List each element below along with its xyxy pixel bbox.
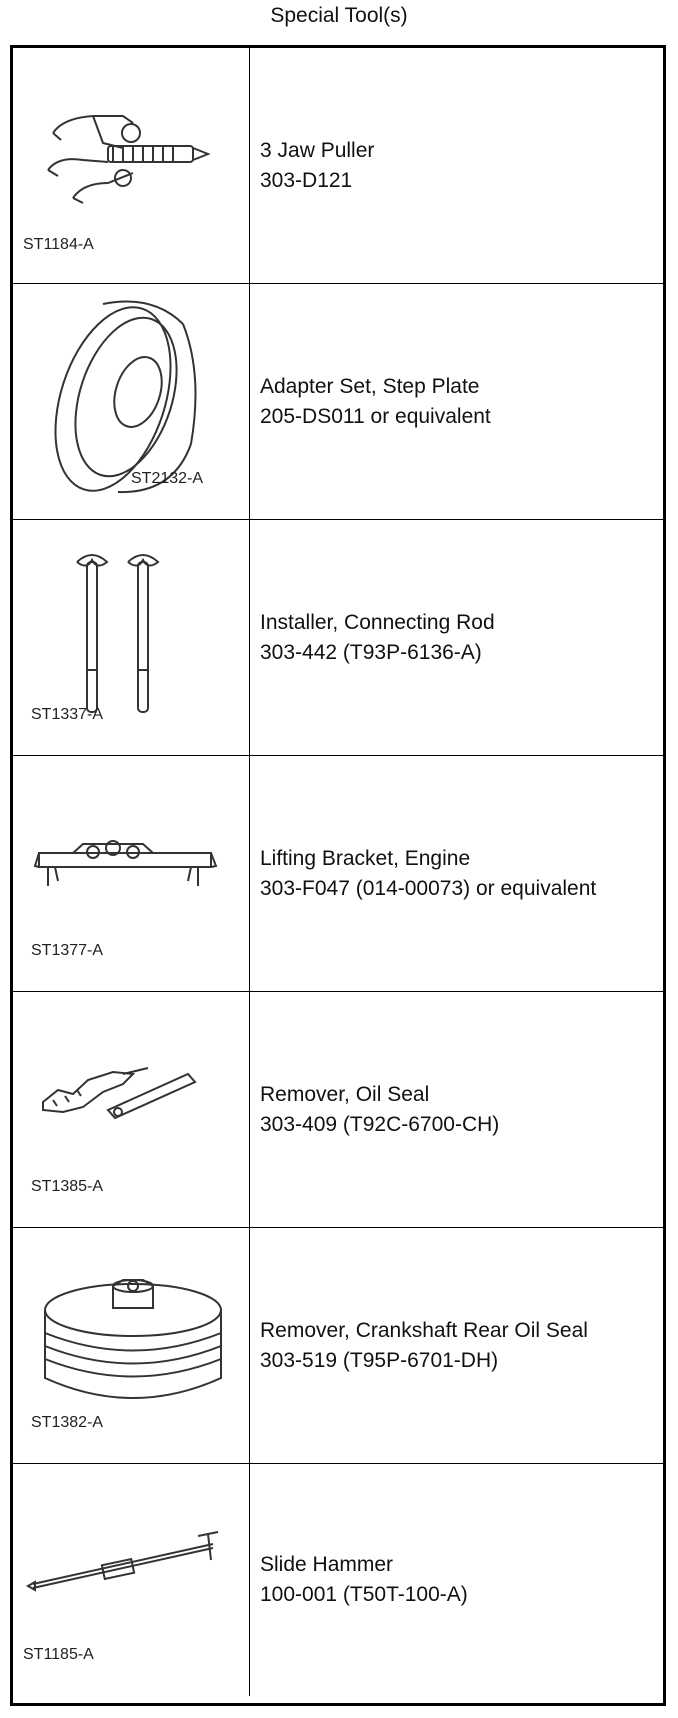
tool-image-cell xyxy=(13,284,250,519)
tool-code: ST1382-A xyxy=(31,1414,104,1431)
tool-image-cell xyxy=(13,992,250,1227)
tool-code: ST1385-A xyxy=(31,1178,104,1195)
tool-description xyxy=(260,284,660,519)
tool-description xyxy=(260,756,660,991)
tool-description xyxy=(260,992,660,1227)
table-row xyxy=(13,1228,663,1464)
table-row xyxy=(13,284,663,520)
tool-part-number: 303-409 (T92C-6700-CH) xyxy=(260,1112,500,1136)
tool-code: ST1377-A xyxy=(31,942,104,959)
tool-part-number: 205-DS011 or equivalent xyxy=(260,404,491,428)
tool-description xyxy=(260,1228,660,1463)
tool-part-number: 100-001 (T50T-100-A) xyxy=(260,1583,468,1606)
special-tools-table xyxy=(10,45,666,1706)
tool-code: ST1185-A xyxy=(23,1646,94,1663)
tool-code: ST1337-A xyxy=(31,706,104,723)
tool-description xyxy=(260,520,660,755)
tool-part-number: 303-442 (T93P-6136-A) xyxy=(260,640,482,664)
tool-name: Remover, Crankshaft Rear Oil Seal xyxy=(260,1318,588,1342)
tool-image-cell xyxy=(13,520,250,755)
page-title: Special Tool(s) xyxy=(270,4,408,27)
tool-name: 3 Jaw Puller xyxy=(260,138,375,162)
tool-image-cell xyxy=(13,1228,250,1463)
tool-description xyxy=(260,1464,660,1696)
tool-name: Installer, Connecting Rod xyxy=(260,610,495,634)
tool-name: Adapter Set, Step Plate xyxy=(260,374,480,398)
tool-name: Lifting Bracket, Engine xyxy=(260,846,471,870)
table-row xyxy=(13,1464,663,1696)
tool-name: Remover, Oil Seal xyxy=(260,1082,430,1106)
slide-hammer-icon xyxy=(13,1464,249,1700)
tool-image-cell xyxy=(13,1464,250,1696)
tool-code: ST2132-A xyxy=(131,470,204,487)
tool-code: ST1184-A xyxy=(23,236,94,253)
tool-part-number: 303-D121 xyxy=(260,168,353,192)
tool-description xyxy=(260,48,660,283)
table-row xyxy=(13,520,663,756)
tool-image-cell xyxy=(13,756,250,991)
table-row xyxy=(13,992,663,1228)
tool-part-number: 303-519 (T95P-6701-DH) xyxy=(260,1348,499,1372)
tool-image-cell xyxy=(13,48,250,283)
tool-part-number: 303-F047 (014-00073) or equivalent xyxy=(260,876,597,900)
table-row xyxy=(13,756,663,992)
table-row xyxy=(13,48,663,284)
tool-name: Slide Hammer xyxy=(260,1553,394,1576)
